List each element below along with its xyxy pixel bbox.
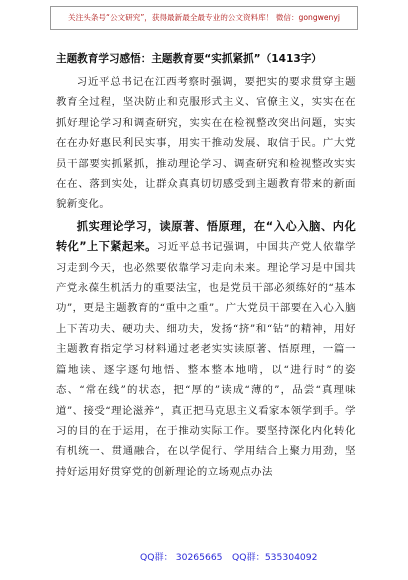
footer-qq-group-1: QQ群： 30265665 — [140, 552, 223, 563]
header-banner: 关注头条号“公文研究”，获得最新最全最专业的公文资料库！ 微信：gongwenyj — [50, 6, 358, 30]
document-body — [56, 52, 356, 482]
footer-qq-group-2: QQ群：535304092 — [232, 552, 318, 563]
document-title: 主题教育学习感悟：主题教育要“实抓紧抓”（1413字） — [56, 53, 322, 65]
footer — [0, 548, 408, 568]
paragraph-lead: 抓实理论学习，读原著、悟原理，在“入心入脑、内化转化”上下紧起来。 — [56, 219, 356, 254]
paragraph-text: 习近平总书记强调，中国共产党人依靠学习走到今天，也必然要依靠学习走向未来。理论学习是中国共产党永葆生机活力的重要法宝，也是党员干部必须练好的“基本功”，更是主题教育的“重中之重”。广大党员干部要在入心入脑上下苦功夫、硬功夫、细功夫，发扬“挤”和“钻”的精神，用好主题教育指定学习材料通过老老实实读原著、悟原理，一篇一篇地读、逐字逐句地悟、整本整本地啃，以“进行时”的姿态、“常在线”的状态，把“厚的”读成“薄的”，品尝“真理味道”、接受“理论滋养”，真正把马克思主义看家本领学到手。学习的目的在于运用，在于推动实际工作。要坚持深化内化转化有机统一、贯通融合，在以学促行、学用结合上聚力用劲，坚持好运用好贯穿党的创新理论的立场观点办法 — [56, 241, 356, 478]
paragraph-theory-study — [56, 217, 356, 482]
paragraph-intro — [56, 72, 356, 215]
paragraph-text: 习近平总书记在江西考察时强调，要把实的要求贯穿主题教育全过程，坚决防止和克服形式主义、官僚主义，实实在在抓好理论学习和调查研究，实实在在检视整改突出问题，实实在在办好惠民利民实事，用实干推动发展、取信于民。广大党员干部要实抓紧抓，推动理论学习、调查研究和检视整改实实在在、落到实处，让群众真真切切感受到主题教育带来的新面貌新变化。 — [56, 76, 356, 211]
